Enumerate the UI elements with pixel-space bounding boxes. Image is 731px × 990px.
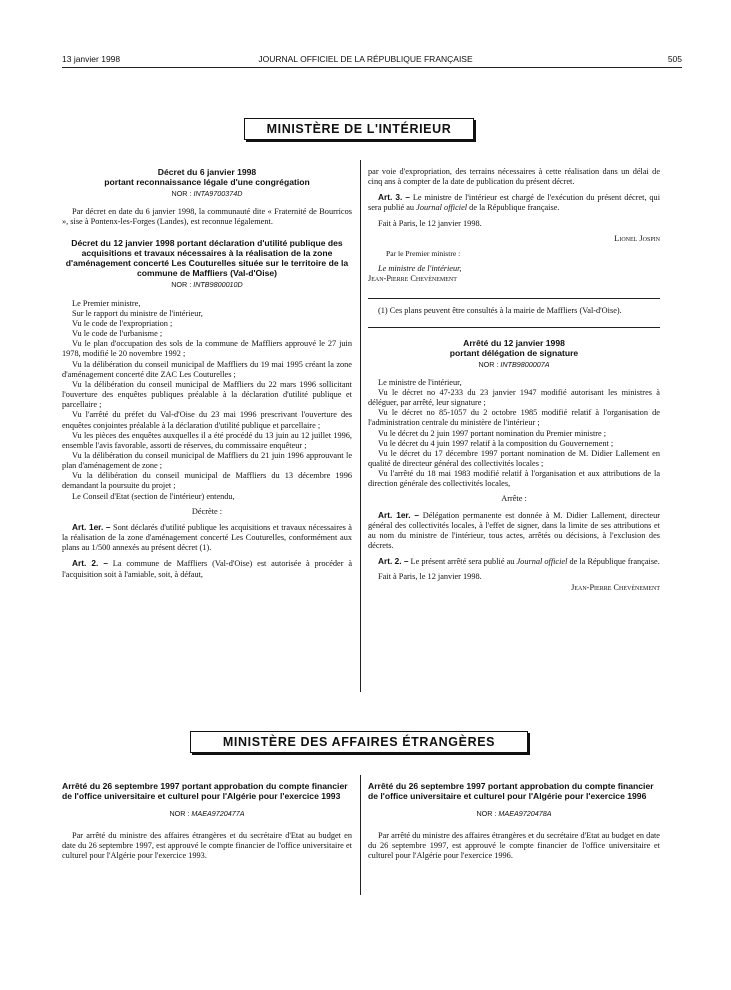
decret-2-nor: NOR : INTB9800010D xyxy=(171,280,243,290)
decret-2-article-1: Art. 1er. – Sont déclarés d'utilité publique les acquisitions et travaux nécessaires à la réalisation de la zone d'aménagement concerté Les Couturelles, conformément aux plans au 1/500 annexés au présent décret (1). xyxy=(62,521,352,553)
decret-2-para: Vu la délibération du conseil municipal de Maffliers du 22 mars 1996 sollicitant l'ouverture des enquêtes publiques préalable à la déclaration d'utilité publique et parcellaire ; xyxy=(62,379,352,410)
decret-1-title: Décret du 6 janvier 1998 portant reconnaissance légale d'une congrégation xyxy=(104,167,310,187)
bottom-left-article xyxy=(62,781,352,862)
arrete-1993-nor: NOR : MAEA9720477A xyxy=(169,809,245,818)
header-page-number: 505 xyxy=(667,54,682,64)
header-date: 13 janvier 1998 xyxy=(62,54,121,64)
arrete-1996-body: Par arrêté du ministre des affaires étrangères et du secrétaire d'Etat au budget en date du 26 septembre 1997, est approuvé le compte financier de l'office universitaire et culturel pour l'Algérie pour l'exercice 1996. xyxy=(368,831,660,861)
arrete-label: Arrête : xyxy=(501,494,527,504)
arrete-1993-body: Par arrêté du ministre des affaires étrangères et du secrétaire d'Etat au budget en date du 26 septembre 1997, est approuvé le compte financier de l'office universitaire et culturel pour l'Algérie pour l'exercice 1993. xyxy=(62,831,352,861)
decret-2-para: Vu les pièces des enquêtes auxquelles il a été procédé du 13 juin au 12 juillet 1996, ensemble l'avis favorable, assorti de réserves, du commissaire enquêteur ; xyxy=(62,430,352,450)
arrete-1993-title: Arrêté du 26 septembre 1997 portant approbation du compte financier de l'office universitaire et culturel pour l'Algérie pour l'exercice 1993 xyxy=(62,781,348,801)
arrete-delegation-para: Le ministre de l'intérieur, xyxy=(378,377,462,387)
arrete-delegation-para: Vu le décret du 4 juin 1997 relatif à la composition du Gouvernement ; xyxy=(378,438,614,448)
decret-2-le-ministre: Le ministre de l'intérieur, xyxy=(378,264,462,274)
arrete-delegation-para: Vu le décret no 85-1057 du 2 octobre 1985 modifié relatif à l'organisation de l'administration centrale du ministère de l'intérieur ; xyxy=(368,408,660,428)
ministry-affaires-etrangeres-heading: MINISTÈRE DES AFFAIRES ÉTRANGÈRES xyxy=(190,731,528,753)
ministry-interieur-heading: MINISTÈRE DE L'INTÉRIEUR xyxy=(244,118,474,140)
arrete-delegation-para: Vu le décret du 17 décembre 1997 portant nomination de M. Didier Lallement en qualité de directeur général des collectivités locales ; xyxy=(368,448,660,468)
decret-2-para: Vu la délibération du conseil municipal de Maffliers du 21 juin 1996 approuvant le plan d'aménagement de zone ; xyxy=(62,450,352,471)
decret-1-nor: NOR : INTA9700374D xyxy=(171,189,243,198)
decret-2-fait: Fait à Paris, le 12 janvier 1998. xyxy=(378,218,482,228)
decret-2-title: Décret du 12 janvier 1998 portant déclaration d'utilité publique des acquisitions et travaux nécessaires à la réalisation de la zone d'aménagement concerté Les Couturelles située sur le territoire de la commune de Maffliers (Val-d'Oise) xyxy=(65,238,349,279)
decret-2-signer-2: Jean-Pierre Chevènement xyxy=(368,274,457,284)
decret-1-body: Par décret en date du 6 janvier 1998, la communauté dite « Fraternité de Bourricos », sise à Pontenx-les-Forges (Landes), est reconnue légalement. xyxy=(62,207,352,227)
decret-2-para: Sur le rapport du ministre de l'intérieur, xyxy=(72,308,203,318)
header-journal-title: JOURNAL OFFICIEL DE LA RÉPUBLIQUE FRANÇAISE xyxy=(258,54,473,64)
header-rule xyxy=(62,67,682,68)
arrete-delegation-nor: NOR : INTB9800007A xyxy=(478,359,550,369)
decret-2-article-2: Art. 2. – La commune de Maffliers (Val-d'Oise) est autorisée à procéder à l'acquisition soit à l'amiable, soit, à défaut, xyxy=(62,558,353,579)
arrete-delegation-fait: Fait à Paris, le 12 janvier 1998. xyxy=(378,572,482,582)
right-column xyxy=(368,167,660,593)
decret-2-signer: Lionel Jospin xyxy=(614,233,660,243)
decrete-label: Décrète : xyxy=(191,506,223,516)
arrete-delegation-para: Vu le décret no 47-233 du 23 janvier 1947 modifié autorisant les ministres à déléguer, par arrêté, leur signature ; xyxy=(368,387,660,408)
decret-2-article-3: Art. 3. – Le ministre de l'intérieur est chargé de l'exécution du présent décret, qui sera publié au Journal officiel de la République française. xyxy=(368,192,660,213)
arrete-delegation-title: Arrêté du 12 janvier 1998 portant délégation de signature xyxy=(449,337,579,358)
decret-2-para: Vu le code de l'expropriation ; xyxy=(72,318,173,328)
decret-2-para: Vu le plan d'occupation des sols de la commune de Maffliers approuvé le 27 juin 1978, modifié le 20 novembre 1992 ; xyxy=(62,339,352,359)
bottom-right-article xyxy=(368,781,660,862)
arrete-delegation-signer: Jean-Pierre Chevènement xyxy=(571,582,660,592)
arrete-1996-title: Arrêté du 26 septembre 1997 portant approbation du compte financier de l'office universitaire et culturel pour l'Algérie pour l'exercice 1996 xyxy=(368,781,654,801)
arrete-delegation-para: Vu l'arrêté du 18 mai 1983 modifié relatif à l'organisation et aux attributions de la direction générale des collectivités locales, xyxy=(368,469,660,489)
decret-2-para: Le Premier ministre, xyxy=(72,298,141,308)
arrete-1996-nor: NOR : MAEA9720478A xyxy=(476,809,552,818)
arrete-delegation-article-1: Art. 1er. – Délégation permanente est donnée à M. Didier Lallement, directeur général des collectivités locales, à l'effet de signer, dans la limite de ses attributions et au nom du ministre de l'intérieur, tous actes, arrêtés ou décisions, à l'exclusion des décrets. xyxy=(368,509,660,551)
decret-2-para: Le Conseil d'Etat (section de l'intérieur) entendu, xyxy=(72,491,235,501)
bottom-column-divider xyxy=(360,775,361,895)
decret-2-para: Vu l'arrêté du préfet du Val-d'Oise du 23 mai 1996 prescrivant l'ouverture des enquêtes conjointes préalable à la déclaration d'utilité publique et parcellaire ; xyxy=(62,410,352,430)
decret-2-para: Vu le code de l'urbanisme ; xyxy=(72,329,163,339)
footnote-rule xyxy=(368,298,660,299)
arrete-delegation-article-2: Art. 2. – Le présent arrêté sera publié au Journal officiel de la République française. xyxy=(378,556,660,567)
decret-2-para: Vu la délibération du conseil municipal de Maffliers du 19 mai 1995 créant la zone d'aménagement concerté dite ZAC Les Couturelles ; xyxy=(62,359,352,379)
decret-2-par: Par le Premier ministre : xyxy=(386,248,461,258)
decret-2-continuation: par voie d'expropriation, des terrains nécessaires à cette réalisation dans un délai de cinq ans à compter de la date de publication du présent décret. xyxy=(368,167,660,187)
decret-2-para: Vu la délibération du conseil municipal de Maffliers du 13 décembre 1996 demandant la poursuite du projet ; xyxy=(62,471,352,491)
arrete-delegation-para: Vu le décret du 2 juin 1997 portant nomination du Premier ministre ; xyxy=(378,428,607,438)
footnote: (1) Ces plans peuvent être consultés à la mairie de Maffliers (Val-d'Oise). xyxy=(378,306,622,316)
left-column xyxy=(62,167,352,580)
column-divider xyxy=(360,160,361,692)
